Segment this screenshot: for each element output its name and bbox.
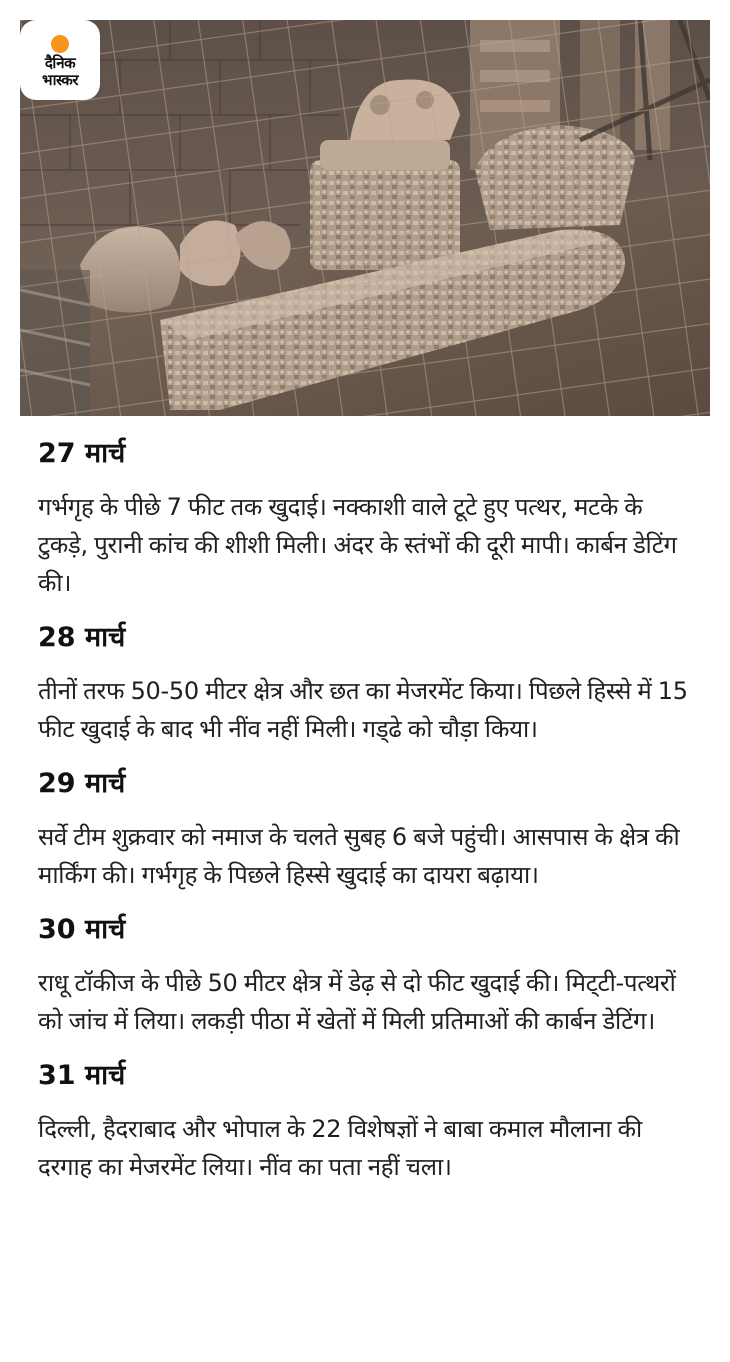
entry-text: गर्भगृह के पीछे 7 फीट तक खुदाई। नक्काशी वाले टूटे हुए पत्थर, मटके के टुकड़े, पुरानी कांच की शीशी मिली। अंदर के स्तंभों की दूरी मापी। कार्बन डेटिंग की। <box>38 493 677 597</box>
entry-date: 27 मार्च <box>38 438 126 469</box>
entry-date: 29 मार्च <box>38 768 126 799</box>
entry-date: 30 मार्च <box>38 914 126 945</box>
timeline-entry <box>38 616 698 748</box>
logo-text-line2: भास्कर <box>42 71 78 89</box>
entry-text: तीनों तरफ 50-50 मीटर क्षेत्र और छत का मेजरमेंट किया। पिछले हिस्से में 15 फीट खुदाई के बाद भी नींव नहीं मिली। गड्‌ढे को चौड़ा किया। <box>38 677 688 743</box>
entry-date: 28 मार्च <box>38 622 126 653</box>
hero-photo <box>20 20 710 416</box>
timeline-entry <box>38 1054 698 1186</box>
timeline-entry <box>38 432 698 602</box>
timeline-entry <box>38 762 698 894</box>
carved-stones-illustration <box>20 20 710 416</box>
entry-date: 31 मार्च <box>38 1060 126 1091</box>
entry-text: राधू टॉकीज के पीछे 50 मीटर क्षेत्र में डेढ़ से दो फीट खुदाई की। मिट्‌टी-पत्थरों को जांच में लिया। लकड़ी पीठा में खेतों में मिली प्रतिमाओं की कार्बन डेटिंग। <box>38 969 676 1035</box>
entry-text: सर्वे टीम शुक्रवार को नमाज के चलते सुबह 6 बजे पहुंची। आसपास के क्षेत्र की मार्किंग की। गर्भगृह के पिछले हिस्से खुदाई का दायरा बढ़ाया। <box>38 823 680 889</box>
logo-text-line1: दैनिक <box>44 54 76 72</box>
timeline-entry <box>38 908 698 1040</box>
dainik-bhaskar-logo <box>20 20 100 100</box>
entry-text: दिल्ली, हैदराबाद और भोपाल के 22 विशेषज्ञों ने बाबा कमाल मौलाना की दरगाह का मेजरमेंट लिया। नींव का पता नहीं चला। <box>38 1115 642 1181</box>
timeline <box>38 432 698 1200</box>
sun-icon <box>51 35 69 53</box>
